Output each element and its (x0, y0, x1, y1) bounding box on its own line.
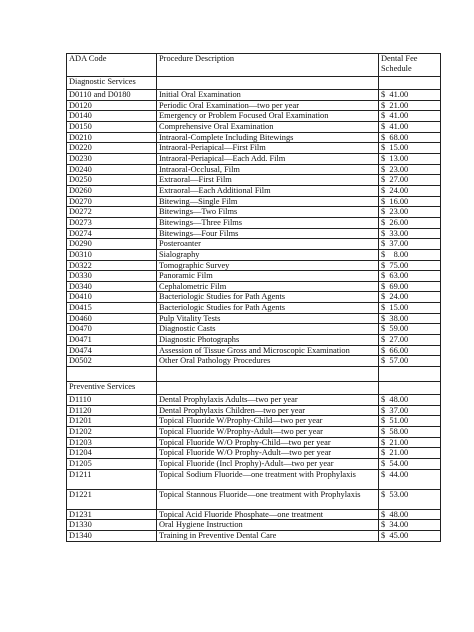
fee-amount: $ 21.00 (379, 100, 441, 111)
ada-code: D0460 (67, 313, 157, 324)
ada-code: D0502 (67, 356, 157, 367)
table-row (67, 395, 441, 406)
fee-amount: $ 75.00 (379, 260, 441, 271)
ada-code: D0272 (67, 207, 157, 218)
procedure-description: Comprehensive Oral Examination (157, 121, 379, 132)
table-row (67, 356, 441, 367)
procedure-description: Diagnostic Photographs (157, 335, 379, 346)
fee-amount: $ 33.00 (379, 228, 441, 239)
fee-amount: $ 45.00 (379, 530, 441, 541)
table-row (67, 217, 441, 228)
procedure-description: Intraoral-Occlusal, Film (157, 164, 379, 175)
procedure-description: Extraoral—First Film (157, 175, 379, 186)
spacer-row (67, 367, 441, 382)
ada-code: D0322 (67, 260, 157, 271)
fee-amount: $ 15.00 (379, 303, 441, 314)
table-row (67, 520, 441, 531)
procedure-description: Topical Fluoride W/O Prophy-Adult—two per year (157, 448, 379, 459)
procedure-description: Bacteriologic Studies for Path Agents (157, 292, 379, 303)
fee-amount: $ 27.00 (379, 335, 441, 346)
fee-amount: $ 16.00 (379, 196, 441, 207)
table-row (67, 271, 441, 282)
table-row (67, 90, 441, 101)
procedure-description: Bitewings—Three Films (157, 217, 379, 228)
table-row (67, 335, 441, 346)
section-title: Preventive Services (67, 382, 157, 395)
ada-code: D0230 (67, 153, 157, 164)
table-row (67, 100, 441, 111)
procedure-description: Posteroanter (157, 239, 379, 250)
ada-code: D0210 (67, 132, 157, 143)
table-row (67, 530, 441, 541)
ada-code: D0140 (67, 111, 157, 122)
section-blank (157, 382, 379, 395)
procedure-description: Tomographic Survey (157, 260, 379, 271)
table-row (67, 489, 441, 509)
procedure-description: Topical Fluoride W/O Prophy-Child—two per year (157, 437, 379, 448)
ada-code: D0471 (67, 335, 157, 346)
ada-code: D1205 (67, 459, 157, 470)
fee-amount: $ 23.00 (379, 164, 441, 175)
procedure-description: Dental Prophylaxis Adults—two per year (157, 395, 379, 406)
fee-amount: $ 26.00 (379, 217, 441, 228)
ada-code: D0310 (67, 249, 157, 260)
procedure-description: Diagnostic Casts (157, 324, 379, 335)
ada-code: D1201 (67, 416, 157, 427)
procedure-description: Topical Sodium Fluoride—one treatment with Prophylaxis (157, 469, 379, 489)
table-row (67, 121, 441, 132)
table-row (67, 281, 441, 292)
table-row (67, 427, 441, 438)
ada-code: D0415 (67, 303, 157, 314)
spacer-cell (67, 367, 157, 382)
fee-amount: $ 13.00 (379, 153, 441, 164)
fee-amount: $ 38.00 (379, 313, 441, 324)
procedure-description: Bitewings—Four Films (157, 228, 379, 239)
section-title: Diagnostic Services (67, 77, 157, 90)
ada-code: D1221 (67, 489, 157, 509)
fee-amount: $ 59.00 (379, 324, 441, 335)
fee-amount: $ 63.00 (379, 271, 441, 282)
fee-amount: $ 48.00 (379, 509, 441, 520)
fee-amount: $ 53.00 (379, 489, 441, 509)
procedure-description: Sialography (157, 249, 379, 260)
table-row (67, 228, 441, 239)
ada-code: D1231 (67, 509, 157, 520)
fee-amount: $ 48.00 (379, 395, 441, 406)
table-row (67, 313, 441, 324)
procedure-description: Extraoral—Each Additional Film (157, 185, 379, 196)
fee-amount: $ 27.00 (379, 175, 441, 186)
section-blank (379, 77, 441, 90)
fee-amount: $ 24.00 (379, 292, 441, 303)
procedure-description: Oral Hygiene Instruction (157, 520, 379, 531)
spacer-cell (157, 367, 379, 382)
ada-code: D0273 (67, 217, 157, 228)
procedure-description: Other Oral Pathology Procedures (157, 356, 379, 367)
table-row (67, 345, 441, 356)
table-row (67, 405, 441, 416)
ada-code: D0410 (67, 292, 157, 303)
procedure-description: Topical Fluoride W/Prophy-Adult—two per year (157, 427, 379, 438)
procedure-description: Pulp Vitality Tests (157, 313, 379, 324)
fee-amount: $ 21.00 (379, 448, 441, 459)
table-row (67, 143, 441, 154)
procedure-description: Dental Prophylaxis Children—two per year (157, 405, 379, 416)
ada-code: D1110 (67, 395, 157, 406)
fee-amount: $ 41.00 (379, 90, 441, 101)
ada-code: D1204 (67, 448, 157, 459)
table-row (67, 437, 441, 448)
fee-amount: $ 54.00 (379, 459, 441, 470)
ada-code: D0330 (67, 271, 157, 282)
fee-amount: $ 41.00 (379, 111, 441, 122)
procedure-description: Topical Acid Fluoride Phosphate—one treatment (157, 509, 379, 520)
procedure-description: Topical Stannous Fluoride—one treatment with Prophylaxis (157, 489, 379, 509)
fee-amount: $ 68.00 (379, 132, 441, 143)
procedure-description: Intraoral-Periapical—Each Add. Film (157, 153, 379, 164)
fee-amount: $ 51.00 (379, 416, 441, 427)
procedure-description: Assession of Tissue Gross and Microscopic Examination (157, 345, 379, 356)
procedure-description: Emergency or Problem Focused Oral Examination (157, 111, 379, 122)
ada-code: D0120 (67, 100, 157, 111)
procedure-description: Panoramic Film (157, 271, 379, 282)
ada-code: D0340 (67, 281, 157, 292)
procedure-description: Bitewing—Single Film (157, 196, 379, 207)
table-row (67, 260, 441, 271)
procedure-description: Bacteriologic Studies for Path Agents (157, 303, 379, 314)
table-row (67, 185, 441, 196)
ada-code: D0274 (67, 228, 157, 239)
fee-amount: $ 24.00 (379, 185, 441, 196)
table-row (67, 292, 441, 303)
fee-amount: $ 57.00 (379, 356, 441, 367)
ada-code: D0220 (67, 143, 157, 154)
ada-code: D0110 and D0180 (67, 90, 157, 101)
ada-code: D1202 (67, 427, 157, 438)
procedure-description: Intraoral-Complete Including Bitewings (157, 132, 379, 143)
procedure-description: Bitewings—Two Films (157, 207, 379, 218)
header-description: Procedure Description (157, 54, 379, 77)
table-row (67, 132, 441, 143)
fee-table-body (67, 54, 441, 542)
section-blank (379, 382, 441, 395)
table-row (67, 459, 441, 470)
ada-code: D0240 (67, 164, 157, 175)
section-blank (157, 77, 379, 90)
table-row (67, 153, 441, 164)
fee-amount: $ 15.00 (379, 143, 441, 154)
table-row (67, 324, 441, 335)
procedure-description: Initial Oral Examination (157, 90, 379, 101)
ada-code: D1120 (67, 405, 157, 416)
table-row (67, 469, 441, 489)
table-row (67, 207, 441, 218)
fee-amount: $ 23.00 (379, 207, 441, 218)
table-row (67, 239, 441, 250)
section-header-row (67, 382, 441, 395)
fee-amount: $ 21.00 (379, 437, 441, 448)
table-row (67, 509, 441, 520)
ada-code: D0474 (67, 345, 157, 356)
table-row (67, 175, 441, 186)
ada-code: D0250 (67, 175, 157, 186)
ada-code: D0290 (67, 239, 157, 250)
ada-code: D1203 (67, 437, 157, 448)
table-row (67, 416, 441, 427)
header-fee: Dental Fee Schedule (379, 54, 441, 77)
dental-fee-table (66, 53, 441, 542)
ada-code: D0270 (67, 196, 157, 207)
fee-amount: $ 8.00 (379, 249, 441, 260)
table-row (67, 164, 441, 175)
table-header-row (67, 54, 441, 77)
fee-amount: $ 66.00 (379, 345, 441, 356)
fee-amount: $ 34.00 (379, 520, 441, 531)
ada-code: D0260 (67, 185, 157, 196)
fee-amount: $ 58.00 (379, 427, 441, 438)
procedure-description: Topical Fluoride W/Prophy-Child—two per year (157, 416, 379, 427)
ada-code: D1340 (67, 530, 157, 541)
procedure-description: Cephalometric Film (157, 281, 379, 292)
ada-code: D0470 (67, 324, 157, 335)
procedure-description: Training in Preventive Dental Care (157, 530, 379, 541)
section-header-row (67, 77, 441, 90)
table-row (67, 303, 441, 314)
fee-amount: $ 44.00 (379, 469, 441, 489)
procedure-description: Topical Fluoride (Incl Prophy)-Adult—two per year (157, 459, 379, 470)
procedure-description: Periodic Oral Examination—two per year (157, 100, 379, 111)
ada-code: D1211 (67, 469, 157, 489)
fee-amount: $ 69.00 (379, 281, 441, 292)
procedure-description: Intraoral-Periapical—First Film (157, 143, 379, 154)
ada-code: D0150 (67, 121, 157, 132)
table-row (67, 448, 441, 459)
fee-amount: $ 37.00 (379, 405, 441, 416)
fee-amount: $ 41.00 (379, 121, 441, 132)
table-row (67, 111, 441, 122)
header-code: ADA Code (67, 54, 157, 77)
table-row (67, 249, 441, 260)
spacer-cell (379, 367, 441, 382)
ada-code: D1330 (67, 520, 157, 531)
table-row (67, 196, 441, 207)
fee-amount: $ 37.00 (379, 239, 441, 250)
